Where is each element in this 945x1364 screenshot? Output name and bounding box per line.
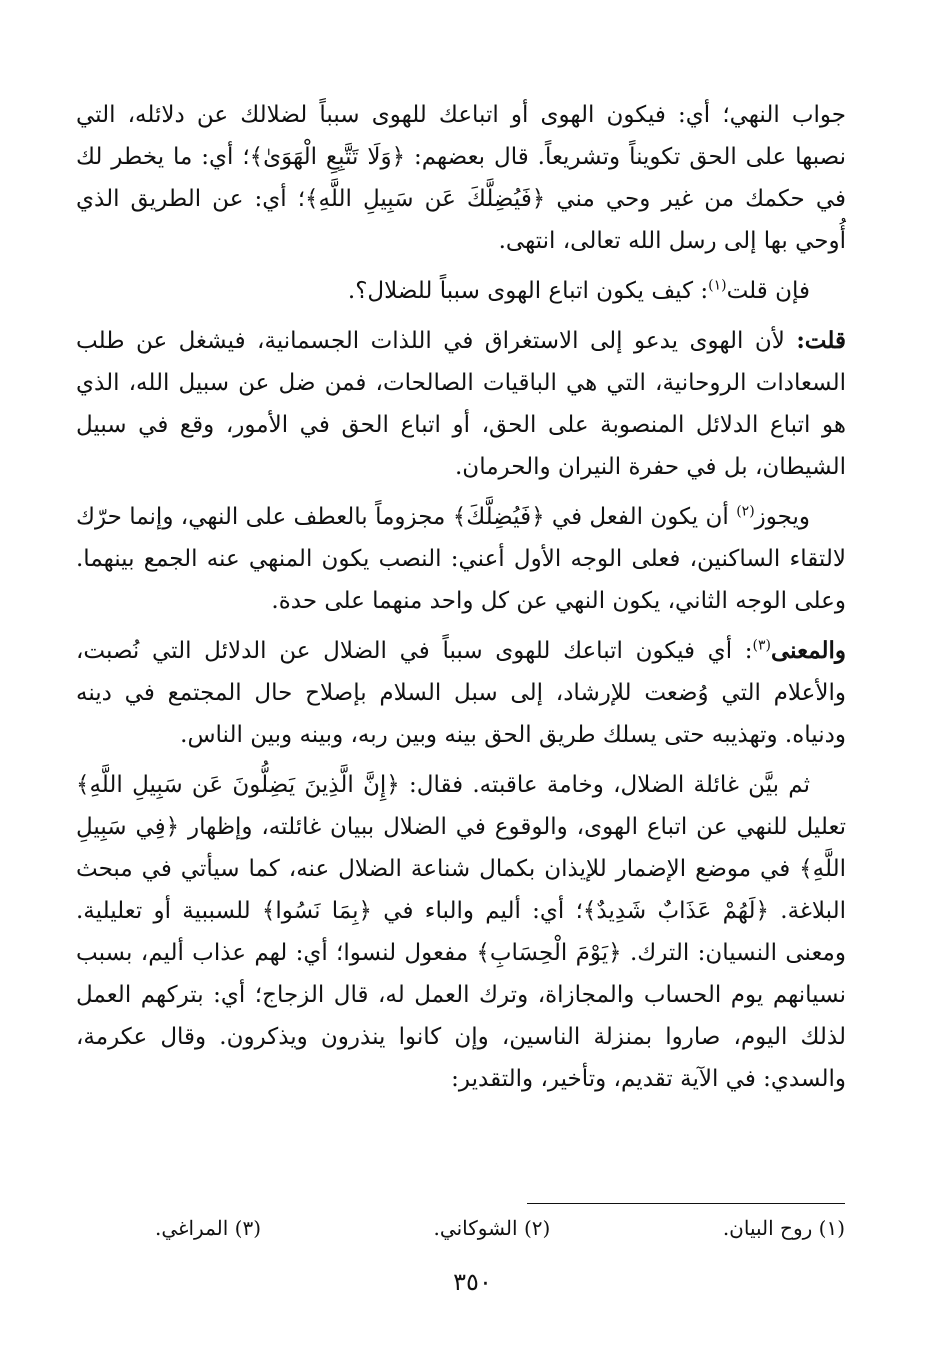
paragraph-text: أن يكون الفعل في ﴿فَيُضِلَّكَ﴾ مجزوماً بالعطف على النهي، وإنما حرّك لالتقاء الساكنين، فعلى الوجه الأول أعني: النصب يكون المنهي عنه الجمع بينهما. وعلى الوجه الثاني، يكون النهي عن كل واحد منهما على حدة. [76, 504, 846, 614]
paragraph-1 [76, 94, 846, 262]
footnote-ref-1: (١) [708, 277, 727, 294]
paragraph-lead: ويجوز [754, 504, 810, 530]
footnote-ref-3: (٣) [752, 637, 771, 654]
paragraph-lead: فإن قلت [726, 278, 810, 304]
paragraph-lead: قلت: [796, 327, 846, 354]
main-text [76, 94, 846, 1108]
footnote-ref-2: (٢) [736, 503, 755, 520]
paragraph-6 [76, 764, 846, 1100]
paragraph-text: لأن الهوى يدعو إلى الاستغراق في اللذات الجسمانية، فيشغل عن طلب السعادات الروحانية، التي هي الباقيات الصالحات، فمن ضل عن سبيل الله، الذي هو اتباع الدلائل المنصوبة على الحق، أو اتباع الحق في الأمور، وقع في سبيل الشيطان، بل في حفرة النيران والحرمان. [76, 328, 846, 480]
page-number: ٣٥٠ [453, 1268, 492, 1296]
footnotes [155, 1213, 845, 1243]
paragraph-text: : أي فيكون اتباعك للهوى سبباً في الضلال عن الدلائل التي نُصبت، والأعلام التي وُضعت للإرشاد، إلى سبل السلام بإصلاح حال المجتمع في دينه ودنياه. وتهذيبه حتى يسلك طريق الحق بينه وبين ربه، وبينه وبين الناس. [76, 638, 846, 748]
paragraph-text: جواب النهي؛ أي: فيكون الهوى أو اتباعك للهوى سبباً لضلالك عن دلائله، التي نصبها على الحق تكويناً وتشريعاً. قال بعضهم: ﴿وَلَا تَتَّبِعِ الْهَوَىٰ﴾؛ أي: ما يخطر لك في حكمك من غير وحي مني ﴿فَيُضِلَّكَ عَن سَبِيلِ اللَّهِ﴾؛ أي: عن الطريق الذي أُوحي بها إلى رسل الله تعالى، انتهى. [76, 102, 846, 254]
paragraph-text: : كيف يكون اتباع الهوى سبباً للضلال؟. [347, 278, 709, 304]
paragraph-5 [76, 630, 846, 756]
paragraph-3 [76, 320, 846, 488]
footnote-3: (٣) المراغي. [155, 1216, 262, 1240]
footnote-divider [527, 1203, 845, 1204]
footnote-1: (١) روح البيان. [722, 1216, 845, 1240]
paragraph-4 [76, 496, 846, 622]
paragraph-2 [76, 270, 846, 312]
paragraph-text: ثم بيَّن غائلة الضلال، وخامة عاقبته. فقال: ﴿إِنَّ الَّذِينَ يَضِلُّونَ عَن سَبِيلِ اللَّهِ﴾ تعليل للنهي عن اتباع الهوى، والوقوع في الضلال ببيان غائلته، وإظهار ﴿فِي سَبِيلِ اللَّهِ﴾ في موضع الإضمار للإيذان بكمال شناعة الضلال عنه، كما سيأتي في مبحث البلاغة. ﴿لَهُمْ عَذَابٌ شَدِيدٌ﴾؛ أي: أليم والباء في ﴿بِمَا نَسُوا﴾ للسببية أو تعليلية. ومعنى النسيان: الترك. ﴿يَوْمَ الْحِسَابِ﴾ مفعول لنسوا؛ أي: لهم عذاب أليم، بسبب نسيانهم يوم الحساب والمجازاة، وترك العمل له، قال الزجاج؛ أي: بتركهم العمل لذلك اليوم، صاروا بمنزلة الناسين، وإن كانوا ينذرون ويذكرون. وقال عكرمة، والسدي: في الآية تقديم، وتأخير، والتقدير: [76, 772, 846, 1092]
paragraph-lead: والمعنى [770, 637, 846, 664]
footnote-2: (٢) الشوكاني. [433, 1216, 551, 1240]
